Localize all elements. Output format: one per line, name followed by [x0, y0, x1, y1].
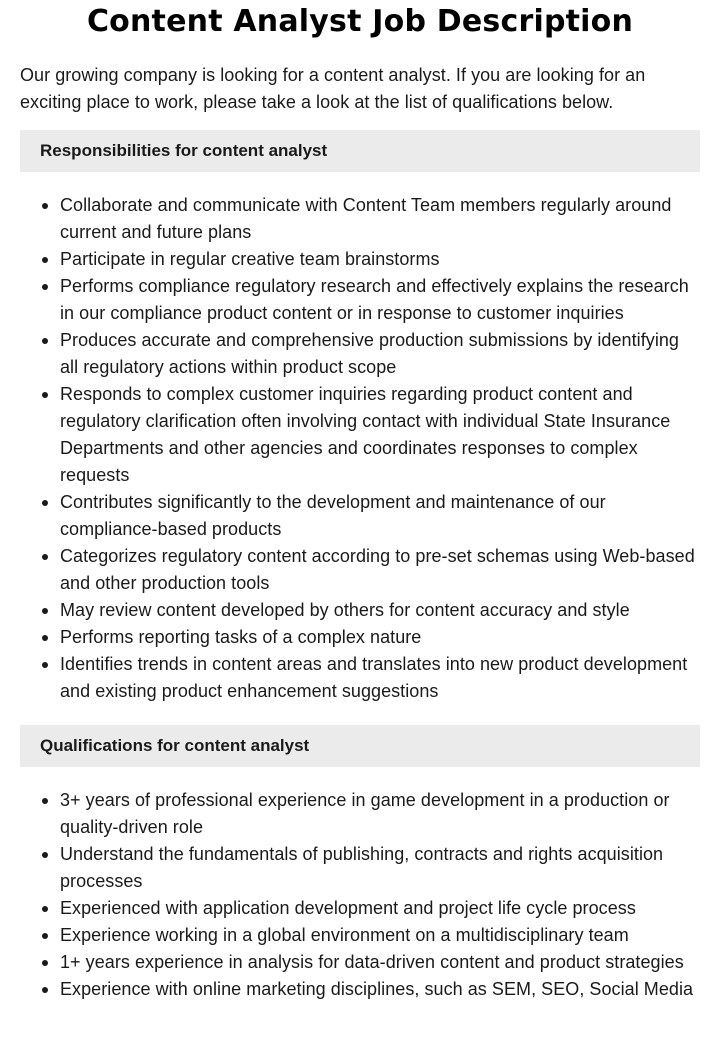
list-item: May review content developed by others for content accuracy and style — [20, 597, 700, 624]
qualifications-heading: Qualifications for content analyst — [20, 725, 700, 767]
list-item: 3+ years of professional experience in game development in a production or quality-driven role — [20, 787, 700, 841]
page-title: Content Analyst Job Description — [86, 4, 634, 39]
list-item: 1+ years experience in analysis for data-driven content and product strategies — [20, 949, 700, 976]
intro-paragraph: Our growing company is looking for a content analyst. If you are looking for an exciting place to work, please take a look at the list of qualifications below. — [20, 65, 646, 112]
list-item: Contributes significantly to the development and maintenance of our compliance-based products — [20, 489, 700, 543]
list-item: Experience with online marketing disciplines, such as SEM, SEO, Social Media — [20, 976, 700, 1003]
list-item: Experienced with application development and project life cycle process — [20, 895, 700, 922]
responsibilities-heading: Responsibilities for content analyst — [20, 130, 700, 172]
list-item: Responds to complex customer inquiries regarding product content and regulatory clarification often involving contact with individual State Insurance Departments and other agencies and coordinates responses to complex requests — [20, 381, 700, 489]
list-item: Performs reporting tasks of a complex nature — [20, 624, 700, 651]
list-item: Identifies trends in content areas and translates into new product development and existing product enhancement suggestions — [20, 651, 700, 705]
list-item: Collaborate and communicate with Content Team members regularly around current and future plans — [20, 192, 700, 246]
list-item: Understand the fundamentals of publishing, contracts and rights acquisition processes — [20, 841, 700, 895]
qualifications-list — [20, 787, 700, 1003]
list-item: Experience working in a global environment on a multidisciplinary team — [20, 922, 700, 949]
list-item: Categorizes regulatory content according to pre-set schemas using Web-based and other production tools — [20, 543, 700, 597]
list-item: Produces accurate and comprehensive production submissions by identifying all regulatory actions within product scope — [20, 327, 700, 381]
responsibilities-list — [20, 192, 700, 705]
list-item: Participate in regular creative team brainstorms — [20, 246, 700, 273]
list-item: Performs compliance regulatory research and effectively explains the research in our compliance product content or in response to customer inquiries — [20, 273, 700, 327]
